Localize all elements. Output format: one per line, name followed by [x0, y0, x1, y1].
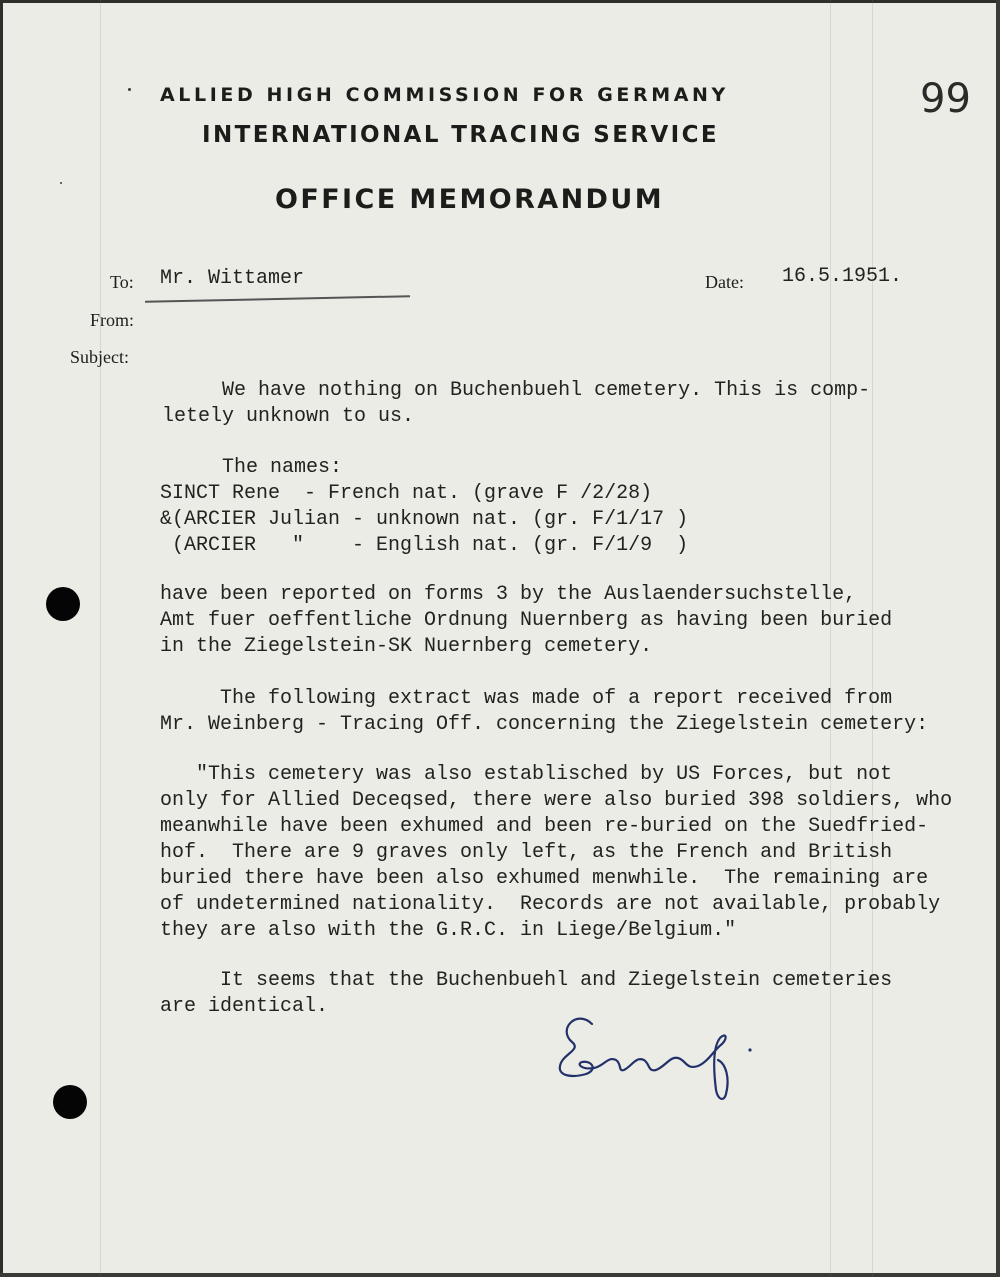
to-label: To:: [110, 272, 134, 292]
handwritten-signature: [552, 1004, 762, 1104]
quoted-report: "This cemetery was also establisched by US Forces, but not only for Allied Deceqsed, there were also buried 398 soldiers, who meanwhile have been exhumed and been re-buried on the Suedfried- hof. There are 9 graves only left, as the French and British buried there have been also exhumed menwhile. The remaining are of undetermined nationality. Records are not available, probably they are also with the G.R.C. in Liege/Belgium.": [160, 763, 953, 942]
scan-border-bottom: [0, 1273, 1000, 1277]
scan-border-right: [996, 0, 1000, 1277]
punch-hole: [46, 587, 80, 621]
paragraph-unknown-cemetery: We have nothing on Buchenbuehl cemetery. This is comp- letely unknown to us.: [162, 379, 871, 428]
from-label: From:: [90, 310, 135, 330]
date-label: Date:: [705, 272, 744, 292]
paper-fold-line: [100, 0, 101, 1277]
ink-speck: [60, 182, 62, 184]
to-value: Mr. Wittamer: [160, 267, 305, 290]
scan-border-left: [0, 0, 3, 1277]
page-number: 99: [920, 76, 971, 122]
punch-hole: [53, 1085, 87, 1119]
date-value: 16.5.1951.: [782, 265, 903, 288]
names-list: SINCT Rene - French nat. (grave F /2/28) &(ARCIER Julian - unknown nat. (gr. F/1/17 ) (ARCIER " - English nat. (gr. F/1/9 ): [160, 482, 689, 557]
letterhead-commission: ALLIED HIGH COMMISSION FOR GERMANY: [160, 84, 729, 106]
scan-border-top: [0, 0, 1000, 3]
paragraph-conclusion: It seems that the Buchenbuehl and Ziegelstein cemeteries are identical.: [160, 969, 893, 1018]
to-underline: [145, 295, 410, 303]
paragraph-extract: The following extract was made of a report received from Mr. Weinberg - Tracing Off. concerning the Ziegelstein cemetery:: [160, 687, 929, 736]
letterhead-service: INTERNATIONAL TRACING SERVICE: [202, 122, 719, 148]
names-intro: The names:: [162, 456, 343, 479]
subject-label: Subject:: [70, 347, 129, 367]
paragraph-reported: have been reported on forms 3 by the Auslaendersuchstelle, Amt fuer oeffentliche Ordnung Nuernberg as having been buried in the Ziegelstein-SK Nuernberg cemetery.: [160, 583, 893, 658]
ink-speck: [128, 88, 131, 91]
memo-title: OFFICE MEMORANDUM: [275, 184, 664, 215]
